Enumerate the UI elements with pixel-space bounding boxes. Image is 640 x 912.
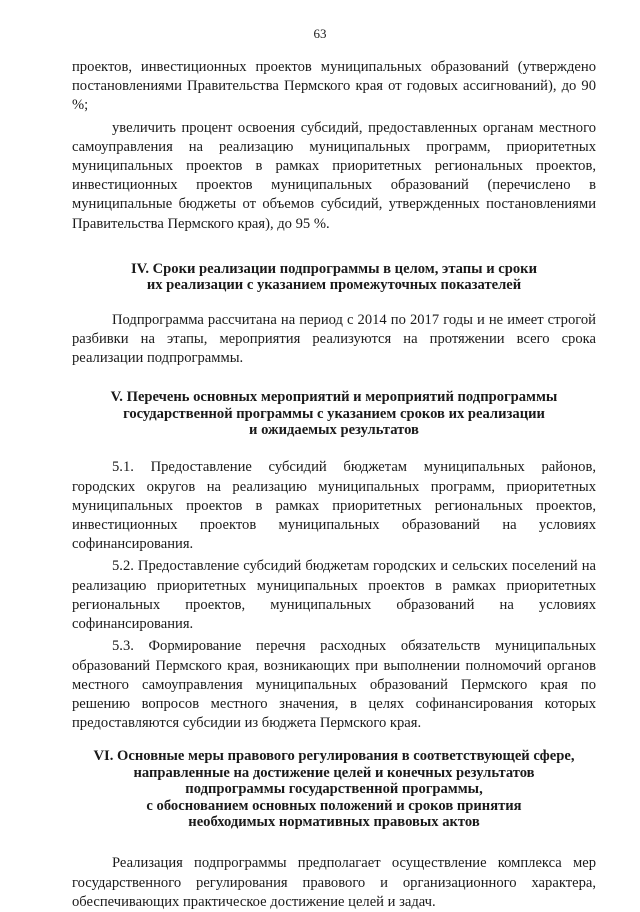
section-5-item-3: 5.3. Формирование перечня расходных обязательств муниципальных образований Пермского края, возникающих при выполнении полномочий органов местного самоуправления муниципальных образований Пермского края по решению вопросов местного значения, в целях софинансирования которых предоставляются субсидии из бюджета Пермского края.: [72, 638, 596, 732]
section-6-paragraph: Реализация подпрограммы предполагает осуществление комплекса мер государственного регулирования правового и организационного характера, обеспечивающих практическое достижение целей и задач.: [72, 855, 596, 910]
section-5-heading: [72, 389, 596, 438]
section-6-heading-line2: направленные на достижение целей и конечных результатов: [133, 764, 535, 781]
section-5-heading-line1: V. Перечень основных мероприятий и мероприятий подпрограммы: [110, 389, 558, 406]
section-4-paragraph: Подпрограмма рассчитана на период с 2014 по 2017 годы и не имеет строгой разбивки на этапы, мероприятия реализуются на протяжении всего срока реализации подпрограммы.: [72, 311, 596, 367]
section-5-heading-line3: и ожидаемых результатов: [249, 422, 419, 439]
section-4-heading: [72, 261, 596, 294]
section-6-heading: [72, 748, 596, 830]
document-body: [72, 58, 596, 912]
section-5-item-1: 5.1. Предоставление субсидий бюджетам муниципальных районов, городских округов на реализацию муниципальных программ, приоритетных муниципальных проектов в рамках приоритетных региональных проектов, инвестиционных проектов муниципальных образований на условиях софинансирования.: [72, 459, 596, 553]
page-number: 63: [313, 26, 327, 41]
intro-continuation: проектов, инвестиционных проектов муниципальных образований (утверждено постановлениями Правительства Пермского края от годовых ассигнований), до 90 %;: [72, 59, 596, 114]
section-6-heading-line5: необходимых нормативных правовых актов: [188, 813, 480, 830]
section-5-heading-line2: государственной программы с указанием сроков их реализации: [123, 405, 545, 422]
section-4-heading-line2: их реализации с указанием промежуточных показателей: [146, 277, 522, 294]
section-6-heading-line4: с обоснованием основных положений и сроков принятия: [146, 797, 522, 814]
section-5-item-2: 5.2. Предоставление субсидий бюджетам городских и сельских поселений на реализацию приоритетных муниципальных проектов в рамках приоритетных региональных проектов, муниципальных образований на условиях софинансирования.: [72, 558, 596, 633]
section-6-heading-line1: VI. Основные меры правового регулирования в соответствующей сфере,: [93, 748, 575, 765]
section-6-heading-line3: подпрограммы государственной программы,: [185, 781, 483, 798]
intro-item: увеличить процент освоения субсидий, предоставленных органам местного самоуправления на реализацию муниципальных программ, приоритетных муниципальных проектов в рамках приоритетных региональных проектов, инвестиционных проектов муниципальных образований (перечислено в муниципальные бюджеты от объемов субсидий, утвержденных постановлениями Правительства Пермского края), до 95 %.: [72, 119, 596, 232]
section-4-heading-line1: IV. Сроки реализации подпрограммы в целом, этапы и сроки: [131, 260, 537, 277]
